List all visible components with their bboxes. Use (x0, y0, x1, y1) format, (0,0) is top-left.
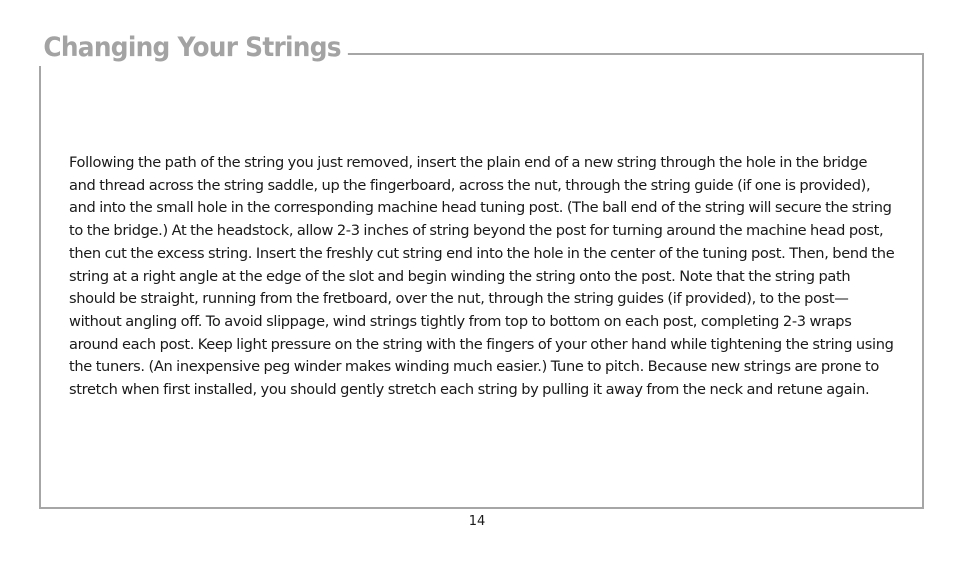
instructions-paragraph: Following the path of the string you just removed, insert the plain end of a new string through the hole in the bridge and thread across the string saddle, up the fingerboard, across the nut, through the string guide (if one is provided), and into the small hole in the corresponding machine head tuning post. (The ball end of the string will secure the string to the bridge.) At the headstock, allow 2-3 inches of string beyond the post for turning around the machine head post, then cut the excess string. Insert the freshly cut string end into the hole in the center of the tuning post. Then, bend the string at a right angle at the edge of the slot and begin winding the string onto the post. Note that the string path should be straight, running from the fretboard, over the nut, through the string guides (if provided), to the post—without angling off. To avoid slippage, wind strings tightly from top to bottom on each post, completing 2-3 wraps around each post. Keep light pressure on the string with the fingers of your other hand while tightening the string using the tuners. (An inexpensive peg winder makes winding much easier.) Tune to pitch. Because new strings are prone to stretch when first installed, you should gently stretch each string by pulling it away from the neck and retune again. (69, 154, 895, 399)
section-title: Changing Your Strings (36, 30, 348, 66)
page-number: 14 (468, 514, 486, 529)
